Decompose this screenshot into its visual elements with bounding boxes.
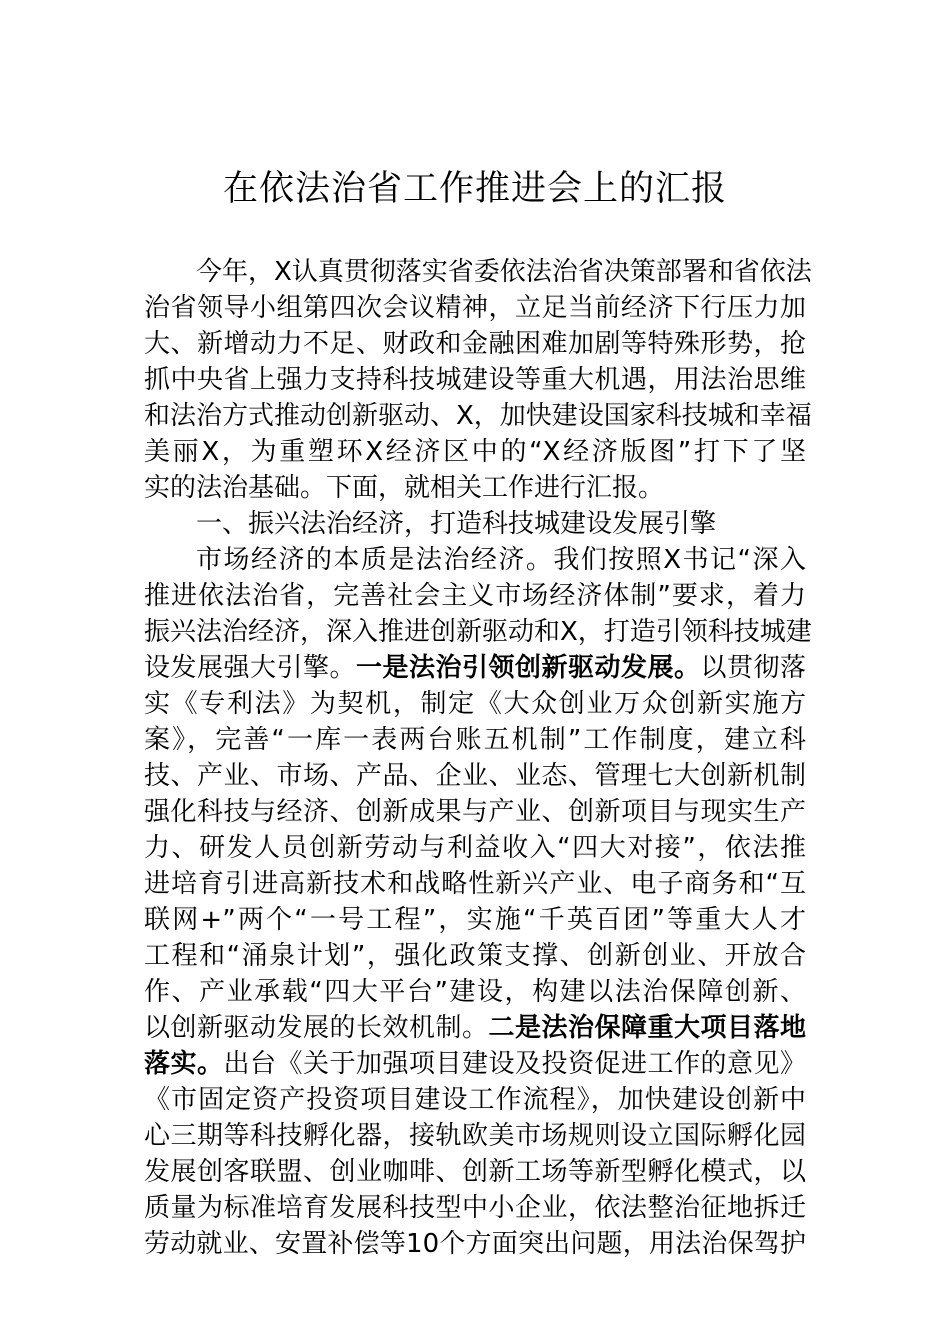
- text-line: [144, 362, 806, 398]
- text-segment: 联网+”两个“一号工程”，实施“千英百团”等重大人才: [144, 905, 806, 935]
- text-line: [144, 1010, 806, 1046]
- text-segment: 抓中央省上强力支持科技城建设等重大机遇，用法治思维: [144, 365, 806, 395]
- text-segment: 技、产业、市场、产品、企业、业态、管理七大创新机制: [144, 761, 806, 791]
- text-line: [144, 830, 806, 866]
- text-line: [144, 578, 806, 614]
- text-line: [144, 758, 806, 794]
- text-line: [144, 1046, 806, 1082]
- text-line: [144, 1190, 806, 1226]
- text-segment: 和法治方式推动创新驱动、X，加快建设国家科技城和幸福: [144, 401, 812, 431]
- text-segment: 今年，X认真贯彻落实省委依法治省决策部署和省依法: [196, 257, 812, 287]
- document-body: [144, 254, 812, 1262]
- text-segment: 作、产业承载“四大平台”建设，构建以法治保障创新、: [144, 977, 806, 1007]
- text-line: [144, 866, 806, 902]
- text-segment: 质量为标准培育发展科技型中小企业，依法整治征地拆迁: [144, 1193, 806, 1223]
- text-line: [144, 290, 806, 326]
- text-segment: 强化科技与经济、创新成果与产业、创新项目与现实生产: [144, 797, 806, 827]
- text-line: [144, 1082, 806, 1118]
- text-line: [144, 794, 806, 830]
- text-segment: 心三期等科技孵化器，接轨欧美市场规则设立国际孵化园: [144, 1121, 806, 1151]
- text-line: [144, 902, 806, 938]
- text-segment: 《市固定资产投资项目建设工作流程》，加快建设创新中: [144, 1085, 806, 1115]
- text-segment: 美丽X，为重塑环X经济区中的“X经济版图”打下了坚: [144, 437, 806, 467]
- text-line: [144, 434, 806, 470]
- text-segment: 实的法治基础。下面，就相关工作进行汇报。: [144, 473, 665, 503]
- text-line: [144, 974, 806, 1010]
- text-segment: 振兴法治经济，深入推进创新驱动和X，打造引领科技城建: [144, 617, 812, 647]
- text-line: [144, 326, 806, 362]
- bold-text-segment: 一是法治引领创新驱动发展。: [356, 653, 701, 683]
- text-segment: 设发展强大引擎。: [144, 653, 356, 683]
- text-line: [144, 1118, 806, 1154]
- text-segment: 治省领导小组第四次会议精神，立足当前经济下行压力加: [144, 293, 806, 323]
- text-line: [144, 398, 812, 434]
- text-line: [144, 938, 806, 974]
- text-segment: 大、新增动力不足、财政和金融困难加剧等特殊形势，抢: [144, 329, 806, 359]
- text-segment: 以贯彻落: [700, 653, 806, 683]
- text-line: [144, 614, 812, 650]
- text-line: [144, 650, 806, 686]
- text-line: [144, 1226, 806, 1262]
- text-line: [144, 470, 806, 506]
- text-line: [144, 506, 806, 542]
- text-segment: 发展创客联盟、创业咖啡、创新工场等新型孵化模式，以: [144, 1157, 806, 1187]
- bold-text-segment: 落实。: [144, 1049, 224, 1079]
- text-segment: 工程和“涌泉计划”，强化政策支撑、创新创业、开放合: [144, 941, 806, 971]
- text-segment: 实《专利法》为契机，制定《大众创业万众创新实施方: [144, 689, 806, 719]
- text-segment: 推进依法治省，完善社会主义市场经济体制”要求，着力: [144, 581, 806, 611]
- text-line: [144, 686, 806, 722]
- text-segment: 以创新驱动发展的长效机制。: [144, 1013, 489, 1043]
- text-segment: 出台《关于加强项目建设及投资促进工作的意见》: [223, 1049, 806, 1079]
- text-segment: 案》，完善“一库一表两台账五机制”工作制度，建立科: [144, 725, 806, 755]
- text-line: [144, 254, 812, 290]
- text-line: [144, 542, 806, 578]
- text-line: [144, 722, 806, 758]
- bold-text-segment: 二是法治保障重大项目落地: [488, 1013, 806, 1043]
- text-segment: 市场经济的本质是法治经济。我们按照X书记“深入: [196, 545, 806, 575]
- text-segment: 进培育引进高新技术和战略性新兴产业、电子商务和“互: [144, 869, 806, 899]
- text-segment: 一、振兴法治经济，打造科技城建设发展引擎: [196, 509, 717, 539]
- text-segment: 力、研发人员创新劳动与利益收入“四大对接”，依法推: [144, 833, 806, 863]
- document-title: 在依法治省工作推进会上的汇报: [222, 169, 727, 209]
- text-line: [144, 1154, 806, 1190]
- text-segment: 劳动就业、安置补偿等10个方面突出问题，用法治保驾护: [144, 1229, 806, 1259]
